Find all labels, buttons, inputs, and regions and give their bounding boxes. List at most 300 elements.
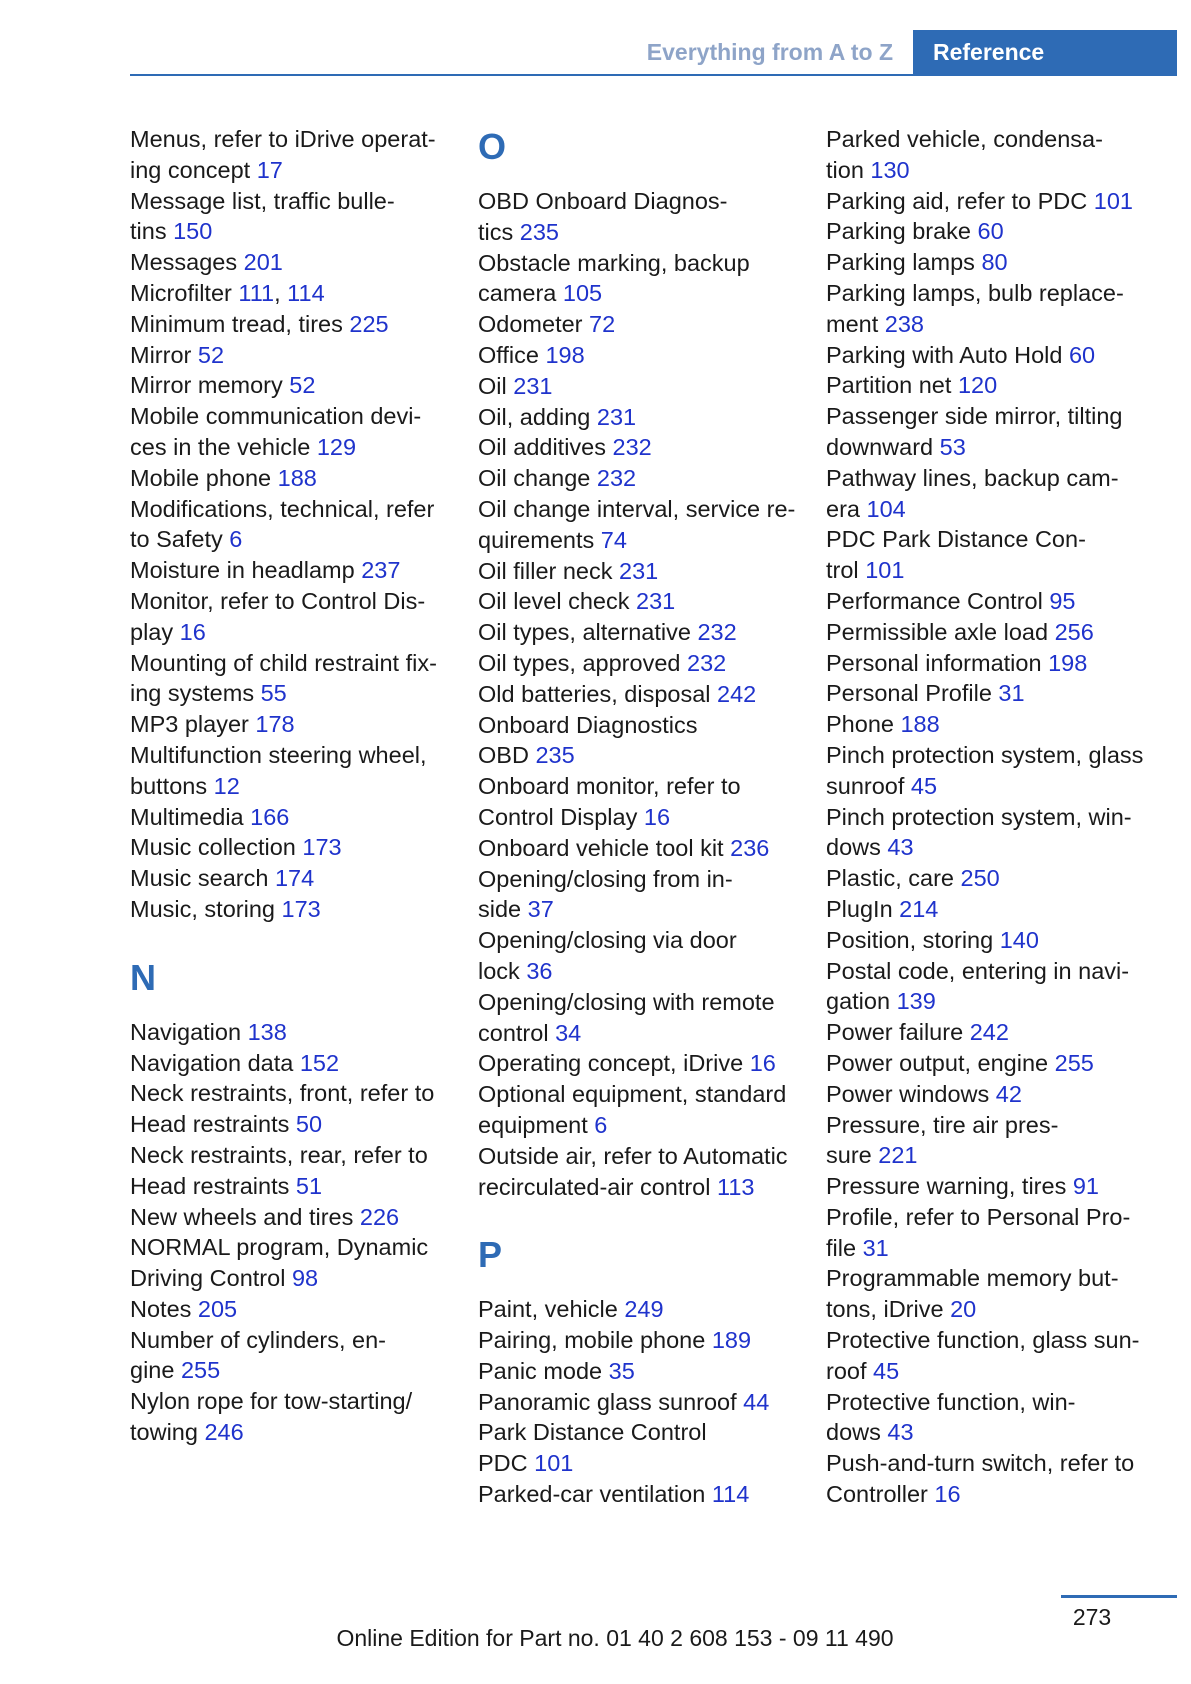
index-term: PlugIn [826, 895, 893, 922]
page-ref-link[interactable]: 31 [862, 1234, 889, 1261]
index-entry [826, 124, 1171, 186]
page-ref-link[interactable]: 250 [960, 865, 1000, 892]
page-ref-link[interactable]: 104 [866, 495, 906, 522]
index-term: Parked-car ventilation [478, 1481, 706, 1508]
page-ref-link[interactable]: 174 [274, 865, 315, 892]
page-ref-link[interactable]: 129 [316, 433, 357, 460]
index-entry-line [826, 1233, 1171, 1264]
index-term: Onboard monitor, refer to [478, 773, 741, 800]
page-ref-link[interactable]: 43 [887, 1419, 914, 1446]
index-entry [826, 1110, 1171, 1172]
index-entry [826, 401, 1171, 463]
index-term: Old batteries, disposal [478, 680, 711, 707]
page-ref-link[interactable]: 16 [179, 618, 206, 645]
page-ref-link[interactable]: 232 [612, 434, 652, 461]
index-entry [826, 1202, 1171, 1264]
index-term: Parking aid, refer to PDC [826, 187, 1088, 214]
index-term: Onboard Diagnostics [478, 711, 698, 738]
page-ref-link[interactable]: 205 [197, 1295, 238, 1322]
page-ref-link[interactable]: 72 [589, 311, 616, 338]
page-ref-link[interactable]: 35 [608, 1357, 635, 1384]
index-entry [130, 740, 450, 802]
index-entry [130, 1078, 450, 1140]
index-entry-line [826, 463, 1171, 494]
index-term: Oil types, alternative [478, 619, 691, 646]
page-ref-link[interactable]: 242 [717, 680, 757, 707]
index-entry-line [478, 1479, 808, 1510]
index-entry [478, 1141, 808, 1203]
page-ref-link[interactable]: 242 [969, 1019, 1009, 1046]
index-term: Obstacle marking, backup [478, 249, 750, 276]
index-term: dows [826, 1419, 881, 1446]
index-term: gation [826, 988, 891, 1015]
page-ref-link[interactable]: 113 [717, 1173, 755, 1200]
index-entry-line [130, 1263, 450, 1294]
index-entry [826, 709, 1171, 740]
index-entry-line [130, 1140, 450, 1171]
page-ref-link[interactable]: 37 [527, 896, 554, 923]
index-entry-line [826, 863, 1171, 894]
index-term: recirculated-air control [478, 1173, 711, 1200]
index-entry [826, 340, 1171, 371]
page-ref-link[interactable]: 221 [878, 1142, 918, 1169]
index-entry-line [826, 555, 1171, 586]
index-entry [478, 463, 808, 494]
page-ref-link[interactable]: 51 [295, 1172, 323, 1199]
page-ref-link[interactable]: 255 [1054, 1049, 1094, 1076]
index-entry-line [826, 1479, 1171, 1510]
page-ref-link[interactable]: 95 [1049, 587, 1076, 614]
index-entry [826, 894, 1171, 925]
index-term: Park Distance Control [478, 1419, 707, 1446]
header-tab-reference[interactable]: Reference [913, 30, 1177, 74]
page-ref-link[interactable]: 188 [900, 711, 940, 738]
index-term: equipment [478, 1111, 588, 1138]
index-term: Head restraints [130, 1172, 290, 1199]
index-entry-line [826, 802, 1171, 833]
index-term: Controller [826, 1481, 928, 1508]
page-ref-link[interactable]: 232 [697, 619, 737, 646]
page-ref-link[interactable]: 178 [255, 711, 295, 738]
page-ref-link[interactable]: 55 [260, 680, 287, 707]
index-entry-line [130, 340, 450, 371]
index-entry [826, 1263, 1171, 1325]
index-entry-line [826, 524, 1171, 555]
index-entry-line [478, 1018, 808, 1049]
page-ref-link[interactable]: 31 [998, 680, 1025, 707]
index-entry [478, 1079, 808, 1141]
index-entry [478, 1417, 808, 1479]
index-entry-line [826, 1017, 1171, 1048]
index-term: Music search [130, 865, 269, 892]
index-term: Oil level check [478, 588, 630, 615]
page-ref-link[interactable]: 235 [519, 218, 559, 245]
index-entry [130, 1294, 450, 1325]
page-ref-link[interactable]: 45 [910, 772, 938, 799]
index-entry-line [478, 186, 808, 217]
index-term: Pathway lines, backup cam- [826, 464, 1119, 491]
index-entry-line [130, 678, 450, 709]
page-ref-link[interactable]: 16 [643, 803, 671, 830]
page-ref-link[interactable]: 114 [711, 1481, 750, 1508]
index-term: Pairing, mobile phone [478, 1327, 706, 1354]
page-ref-link[interactable]: 114 [287, 279, 325, 306]
index-entry-line [130, 155, 450, 186]
index-term: tics [478, 218, 514, 245]
page-ref-link[interactable]: 256 [1054, 618, 1094, 645]
page-ref-link[interactable]: 6 [594, 1111, 608, 1138]
page-ref-link[interactable]: 80 [981, 249, 1008, 276]
index-entry [826, 1387, 1171, 1449]
index-term: Music, storing [130, 895, 275, 922]
index-term: Parked vehicle, condensa- [826, 126, 1103, 152]
index-entry [826, 956, 1171, 1018]
index-entry [130, 802, 450, 833]
index-term: Modifications, technical, refer [130, 495, 435, 522]
index-entry-line [826, 186, 1171, 217]
index-entry-line [130, 832, 450, 863]
index-entry-line [478, 1141, 808, 1172]
page-ref-link[interactable]: 231 [596, 403, 637, 430]
index-term: Mounting of child restraint fix- [130, 649, 437, 676]
index-term: Music collection [130, 834, 296, 861]
index-entry [478, 648, 808, 679]
page-ref-link[interactable]: 6 [229, 526, 243, 553]
index-entry-line [478, 278, 808, 309]
index-entry-line [130, 1294, 450, 1325]
page-ref-link[interactable]: 150 [173, 218, 213, 245]
index-entry-line [478, 248, 808, 279]
index-entry-line [826, 1048, 1171, 1079]
index-entry-line [130, 709, 450, 740]
page-ref-link[interactable]: 98 [291, 1265, 319, 1292]
page-ref-link[interactable]: 231 [636, 588, 676, 615]
index-term: Protective function, glass sun- [826, 1327, 1140, 1354]
index-term: lock [478, 957, 520, 984]
index-letter-heading: P [478, 1234, 503, 1276]
page-ref-link[interactable]: 173 [302, 834, 342, 861]
index-term: Odometer [478, 311, 583, 338]
index-entry-line [130, 432, 450, 463]
index-entry-line [478, 1387, 808, 1418]
page-ref-link[interactable]: 198 [1048, 649, 1088, 676]
page-ref-link[interactable]: 232 [596, 465, 637, 492]
index-entry [130, 247, 450, 278]
index-term: Mobile communication devi- [130, 403, 422, 430]
index-entry-line [478, 1172, 808, 1203]
index-term: Opening/closing via door [478, 927, 737, 954]
index-entry-line [130, 1171, 450, 1202]
index-entry-line [478, 771, 808, 802]
index-entry-line [826, 494, 1171, 525]
index-term: Mirror memory [130, 372, 283, 399]
index-term: Opening/closing with remote [478, 988, 775, 1015]
page-ref-link[interactable]: 45 [873, 1357, 900, 1384]
index-entry-line [478, 309, 808, 340]
index-entry-line [130, 186, 450, 217]
page-ref-separator: , [274, 279, 281, 306]
index-term: Notes [130, 1295, 192, 1322]
footer-divider [1061, 1595, 1177, 1598]
index-entry [478, 586, 808, 617]
index-term: ment [826, 310, 879, 337]
index-term: Paint, vehicle [478, 1296, 618, 1323]
index-entry-line [478, 1294, 808, 1325]
index-entry [826, 617, 1171, 648]
index-entry-line [130, 771, 450, 802]
index-entry [130, 586, 450, 648]
page-number: 273 [1072, 1604, 1112, 1630]
page-ref-link[interactable]: 17 [256, 156, 283, 183]
page-ref-link[interactable]: 236 [730, 834, 770, 861]
index-entry-line [826, 1294, 1171, 1325]
index-term: Power windows [826, 1080, 990, 1107]
page-ref-link[interactable]: 52 [197, 341, 225, 368]
index-entry-line [478, 217, 808, 248]
page-ref-link[interactable]: 140 [999, 926, 1039, 953]
index-entry-line [478, 710, 808, 741]
index-term: Oil [478, 372, 507, 399]
page-ref-link[interactable]: 255 [180, 1357, 221, 1384]
index-entry-line [130, 463, 450, 494]
index-entry [130, 1386, 450, 1448]
index-entry-line [130, 309, 450, 340]
index-entry-line [478, 586, 808, 617]
index-term: sure [826, 1142, 872, 1169]
page-ref-link[interactable]: 226 [359, 1203, 400, 1230]
index-entry [826, 925, 1171, 956]
page-ref-link[interactable]: 188 [277, 464, 317, 491]
index-entry [826, 370, 1171, 401]
page-ref-link[interactable]: 232 [687, 649, 727, 676]
index-entry [478, 617, 808, 648]
index-entry [478, 432, 808, 463]
index-entry-line [130, 863, 450, 894]
page-ref-link[interactable]: 42 [995, 1080, 1022, 1107]
index-entry [826, 247, 1171, 278]
index-entry-line [130, 894, 450, 925]
page-ref-link[interactable]: 139 [896, 988, 936, 1015]
index-term: Neck restraints, front, refer to [130, 1080, 435, 1107]
index-entry [130, 186, 450, 248]
index-term: Pressure warning, tires [826, 1173, 1067, 1200]
index-term: Control Display [478, 803, 638, 830]
page-ref-link[interactable]: 235 [535, 742, 575, 769]
page-ref-link[interactable]: 16 [749, 1050, 776, 1077]
index-term: tons, iDrive [826, 1296, 944, 1323]
index-term: Oil change interval, service re- [478, 495, 796, 522]
index-entry [130, 555, 450, 586]
index-entry [826, 1171, 1171, 1202]
page-ref-link[interactable]: 16 [934, 1481, 961, 1508]
index-entry [130, 278, 450, 309]
index-term: Mirror [130, 341, 192, 368]
page-ref-link[interactable]: 246 [204, 1419, 244, 1446]
index-entry [130, 1202, 450, 1233]
page-ref-link[interactable]: 44 [743, 1388, 770, 1415]
index-entry [826, 1448, 1171, 1510]
index-term: Opening/closing from in- [478, 865, 733, 892]
page-ref-link[interactable]: 198 [545, 341, 585, 368]
index-entry-line [826, 247, 1171, 278]
index-entry-line [826, 740, 1171, 771]
index-entry-line [130, 1386, 450, 1417]
page-ref-link[interactable]: 36 [526, 957, 553, 984]
page-ref-link[interactable]: 201 [243, 249, 283, 276]
page-ref-link[interactable]: 249 [624, 1296, 664, 1323]
index-entry-line [826, 124, 1171, 155]
index-entry-line [478, 371, 808, 402]
index-term: towing [130, 1419, 198, 1446]
page-ref-link[interactable]: 105 [562, 280, 603, 307]
index-entry-line [478, 987, 808, 1018]
index-entry [478, 833, 808, 864]
index-entry [130, 463, 450, 494]
index-letter-heading: O [478, 126, 507, 167]
index-entry-line [130, 247, 450, 278]
index-entry-line [478, 802, 808, 833]
index-entry [478, 925, 808, 987]
index-entry-line [826, 1079, 1171, 1110]
index-term: Message list, traffic bulle- [130, 187, 395, 214]
page-ref-link[interactable]: 214 [899, 895, 939, 922]
page-ref-link[interactable]: 138 [247, 1018, 287, 1045]
index-entry-line [478, 648, 808, 679]
page-ref-link[interactable]: 120 [957, 372, 998, 399]
page-ref-link[interactable]: 43 [887, 834, 914, 861]
index-term: Oil filler neck [478, 557, 613, 584]
page-ref-link[interactable]: 111 [238, 279, 275, 306]
page-ref-link[interactable]: 53 [939, 433, 966, 460]
index-term: camera [478, 280, 557, 307]
index-entry-line [826, 155, 1171, 186]
page-ref-link[interactable]: 91 [1072, 1173, 1099, 1200]
page-ref-link[interactable]: 130 [870, 156, 910, 183]
index-term: Position, storing [826, 926, 994, 953]
page-ref-link[interactable]: 101 [865, 557, 905, 584]
page-ref-link[interactable]: 20 [950, 1296, 977, 1323]
index-entry-line [478, 925, 808, 956]
index-entry-line [130, 648, 450, 679]
index-term: play [130, 618, 174, 645]
index-entry-line [478, 864, 808, 895]
index-term: Optional equipment, standard [478, 1081, 787, 1108]
index-entry-line [478, 1448, 808, 1479]
index-term: Oil types, approved [478, 649, 681, 676]
index-term: Navigation data [130, 1049, 294, 1076]
index-term: gine [130, 1357, 175, 1384]
page-ref-link[interactable]: 52 [289, 372, 316, 399]
index-entry [478, 248, 808, 310]
index-entry [130, 709, 450, 740]
page-ref-link[interactable]: 34 [555, 1019, 582, 1046]
index-term: ing concept [130, 156, 251, 183]
index-entry [826, 1048, 1171, 1079]
index-term: Programmable memory but- [826, 1265, 1119, 1292]
index-term: Power failure [826, 1019, 964, 1046]
index-term: Oil additives [478, 434, 606, 461]
index-entry-line [130, 1048, 450, 1079]
page-ref-link[interactable]: 225 [349, 310, 389, 337]
index-entry-line [826, 925, 1171, 956]
index-term: Permissible axle load [826, 618, 1049, 645]
index-entry-line [826, 1325, 1171, 1356]
page-ref-link[interactable]: 101 [534, 1450, 574, 1477]
page-ref-link[interactable]: 152 [299, 1049, 340, 1076]
index-entry [478, 1387, 808, 1418]
index-term: sunroof [826, 772, 905, 799]
index-entry-line [478, 402, 808, 433]
index-entry-line [478, 494, 808, 525]
page-ref-link[interactable]: 231 [619, 557, 659, 584]
page-ref-link[interactable]: 50 [295, 1111, 323, 1138]
index-entry-line [826, 894, 1171, 925]
index-entry-line [478, 556, 808, 587]
page-ref-link[interactable]: 166 [250, 803, 290, 830]
index-entry-line [826, 1171, 1171, 1202]
page-ref-link[interactable]: 238 [884, 310, 924, 337]
page-ref-link[interactable]: 231 [513, 372, 553, 399]
index-term: Pinch protection system, glass [826, 741, 1144, 768]
index-entry-line [130, 617, 450, 648]
index-term: Minimum tread, tires [130, 310, 343, 337]
index-entry [478, 340, 808, 371]
index-term: Onboard vehicle tool kit [478, 834, 724, 861]
index-entry-line [826, 832, 1171, 863]
page-ref-link[interactable]: 101 [1093, 187, 1133, 214]
index-entry-line [130, 216, 450, 247]
page-ref-link[interactable]: 74 [600, 526, 627, 553]
index-entry-line [826, 432, 1171, 463]
index-entry [826, 1017, 1171, 1048]
index-entry [826, 278, 1171, 340]
index-entry [826, 678, 1171, 709]
page-ref-link[interactable]: 189 [711, 1327, 752, 1354]
page-ref-link[interactable]: 173 [281, 895, 321, 922]
index-term: downward [826, 433, 934, 460]
index-entry-line [478, 833, 808, 864]
index-entry-line [826, 401, 1171, 432]
index-term: trol [826, 557, 859, 584]
index-entry-line [478, 463, 808, 494]
index-entry-line [130, 586, 450, 617]
index-term: Moisture in headlamp [130, 557, 355, 584]
index-term: Mobile phone [130, 464, 272, 491]
index-entry [826, 802, 1171, 864]
index-entry-line [826, 709, 1171, 740]
index-entry-line [826, 278, 1171, 309]
index-entry [826, 186, 1171, 217]
index-entry-line [826, 1140, 1171, 1171]
index-entry-line [130, 124, 450, 155]
index-term: Menus, refer to iDrive operat- [130, 126, 436, 152]
page-ref-link[interactable]: 60 [977, 218, 1004, 245]
index-entry [826, 524, 1171, 586]
index-entry-line [130, 1355, 450, 1386]
index-entry-line [478, 1048, 808, 1079]
page-ref-link[interactable]: 60 [1068, 341, 1096, 368]
page-ref-link[interactable]: 237 [361, 557, 401, 584]
index-entry [130, 832, 450, 863]
index-entry-line [826, 956, 1171, 987]
page-ref-link[interactable]: 12 [213, 772, 240, 799]
index-entry-line [478, 956, 808, 987]
index-entry [478, 1048, 808, 1079]
index-entry [130, 401, 450, 463]
index-term: OBD Onboard Diagnos- [478, 188, 728, 214]
index-term: roof [826, 1357, 867, 1384]
index-entry [826, 216, 1171, 247]
